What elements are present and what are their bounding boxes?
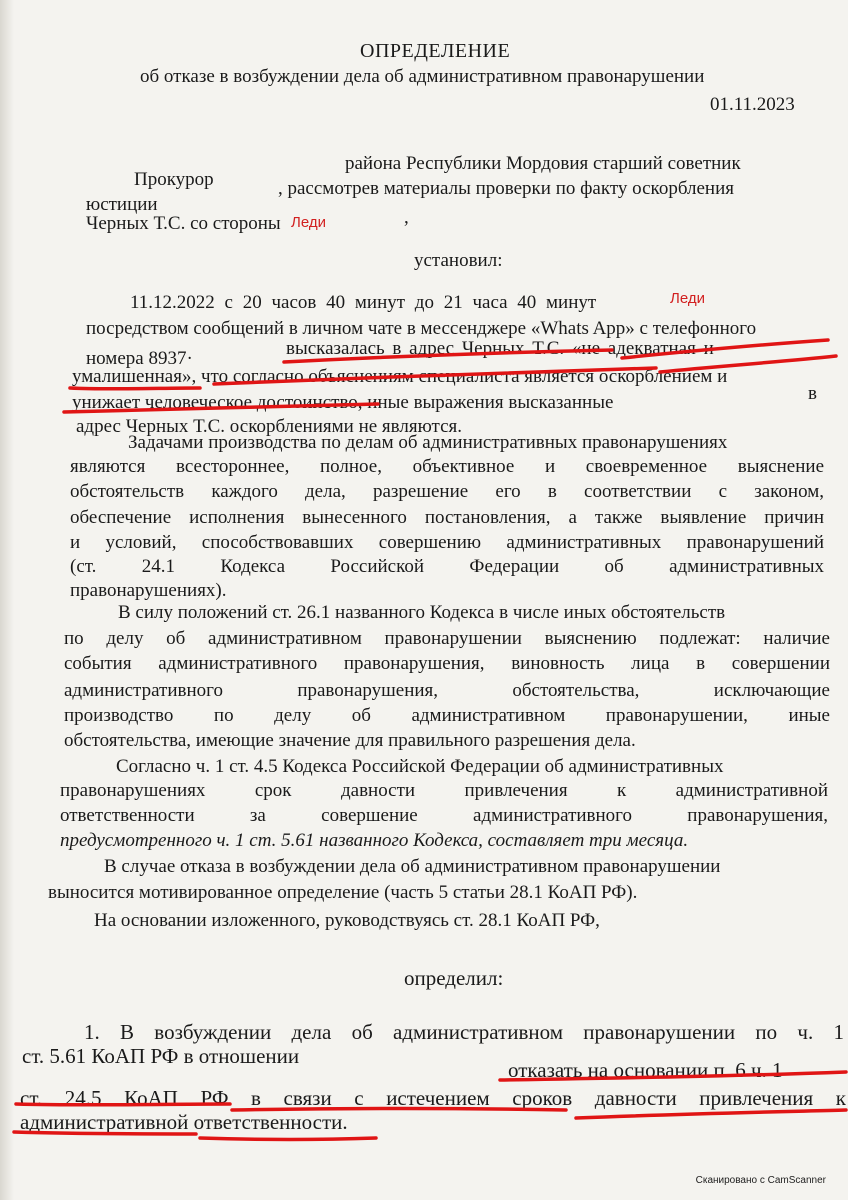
decision-line1: 1. В возбуждении дела об административном правонарушении по ч. 1: [84, 1020, 844, 1044]
section-determined: определил:: [404, 966, 504, 990]
p2-line: и условий, способствовавших совершению административных правонарушений: [70, 532, 824, 553]
p1-line1: 11.12.2022 с 20 часов 40 минут до 21 часа 40 минут: [130, 292, 597, 313]
p3-line: производство по делу об административном правонарушении, иные: [64, 705, 830, 726]
document-subtitle: об отказе в возбуждении дела об административном правонарушении: [140, 66, 705, 87]
p1-line4: умалишенная», что согласно объяснениям специалиста является оскорблением и: [72, 366, 728, 387]
p4-line: правонарушениях срок давности привлечения к административной: [60, 780, 828, 801]
document-title: ОПРЕДЕЛЕНИЕ: [360, 40, 511, 62]
intro-district: района Республики Мордовия старший советник: [345, 153, 741, 174]
p2-line: обстоятельств каждого дела, разрешение его в соответствии с законом,: [70, 481, 824, 502]
p3-line: административного правонарушения, обстоятельства, исключающие: [64, 680, 830, 701]
redacted-name-label: Леди: [291, 214, 326, 231]
p5-line: В случае отказа в возбуждении дела об административном правонарушении: [104, 856, 721, 877]
p3-line: по делу об административном правонарушении выяснению подлежат: наличие: [64, 628, 830, 649]
intro-prosecutor: Прокурор: [134, 169, 214, 190]
p1-line5-end: в: [808, 383, 817, 404]
p2-line: (ст. 24.1 Кодекса Российской Федерации об административных: [70, 556, 824, 577]
underline-responsibility-b: [200, 1138, 376, 1140]
intro-victim: Черных Т.С. со стороны: [86, 213, 281, 234]
scan-edge-shadow: [0, 0, 14, 1200]
intro-justice: юстиции: [86, 194, 158, 215]
p2-line: обеспечение исполнения вынесенного постановления, а также выявление причин: [70, 507, 824, 528]
intro-review: , рассмотрев материалы проверки по факту оскорбления: [278, 178, 735, 199]
decision-line2-a: ст. 5.61 КоАП РФ в отношении: [22, 1044, 300, 1068]
intro-comma: ,: [404, 207, 409, 228]
decision-line2-b: отказать на основании п. 6 ч. 1: [508, 1058, 783, 1082]
p4-line: предусмотренного ч. 1 ст. 5.61 названного Кодекса, составляет три месяца.: [60, 830, 689, 851]
p1-line5: унижает человеческое достоинство, иные выражения высказанные: [72, 392, 614, 413]
p2-line: правонарушениях).: [70, 580, 227, 601]
p3-line: В силу положений ст. 26.1 названного Кодекса в числе иных обстоятельств: [118, 602, 726, 623]
p1-name-label: Леди: [670, 290, 705, 307]
p2-line: являются всестороннее, полное, объективное и своевременное выяснение: [70, 456, 824, 477]
p1-line3-quote: высказалась в адрес Черных Т.С. «не адекватная и: [286, 338, 714, 359]
p4-line: Согласно ч. 1 ст. 4.5 Кодекса Российской Федерации об административных: [116, 756, 724, 777]
underline-limitation: [576, 1110, 846, 1118]
p1-line6: адрес Черных Т.С. оскорблениями не являются.: [76, 416, 463, 437]
p6-line: На основании изложенного, руководствуясь ст. 28.1 КоАП РФ,: [94, 910, 600, 931]
p2-line: Задачами производства по делам об административных правонарушениях: [128, 432, 728, 453]
p4-line: ответственности за совершение административного правонарушения,: [60, 805, 828, 826]
p3-line: события административного правонарушения, виновность лица в совершении: [64, 653, 830, 674]
p1-line2: посредством сообщений в личном чате в мессенджере «Whats App» с телефонного: [86, 318, 757, 339]
p5-line: выносится мотивированное определение (часть 5 статьи 28.1 КоАП РФ).: [48, 882, 638, 903]
section-established: установил:: [414, 250, 503, 271]
p1-line3-phone: номера 8937·: [86, 348, 193, 369]
scanner-watermark: Сканировано с CamScanner: [695, 1175, 826, 1186]
underline-insane: [70, 388, 200, 389]
decision-line4: административной ответственности.: [20, 1110, 348, 1134]
decision-line3: ст. 24.5 КоАП РФ в связи с истечением сроков давности привлечения к: [20, 1086, 846, 1110]
p3-line: обстоятельства, имеющие значение для правильного разрешения дела.: [64, 730, 636, 751]
document-date: 01.11.2023: [710, 94, 795, 115]
